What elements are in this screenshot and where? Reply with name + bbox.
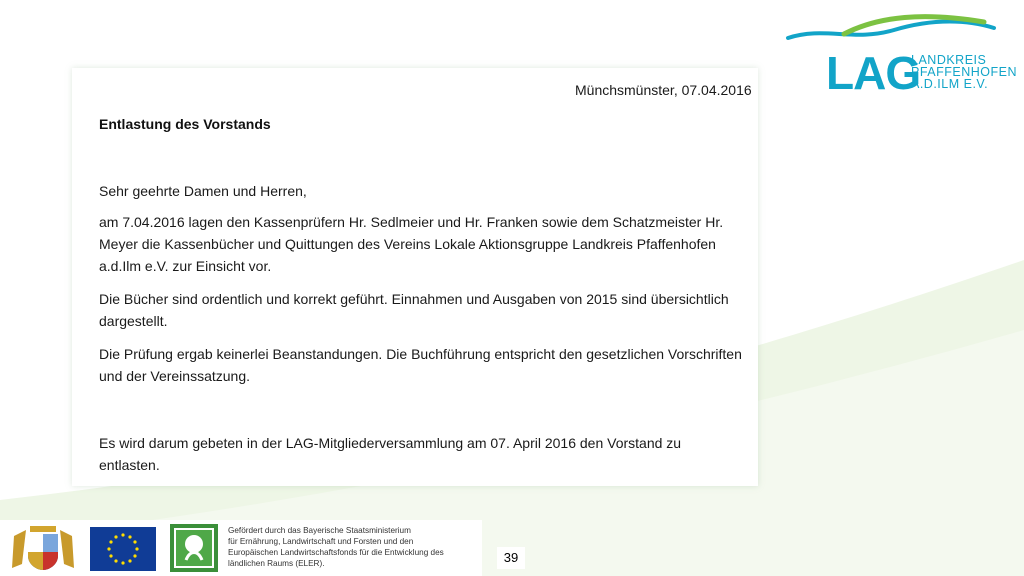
letter-page xyxy=(72,68,758,486)
eu-flag-icon xyxy=(90,527,156,571)
salutation: Sehr geehrte Damen und Herren, xyxy=(99,183,307,199)
letter-subject: Entlastung des Vorstands xyxy=(99,116,271,132)
lag-logo xyxy=(784,12,1018,102)
logo-line-1: LANDKREIS xyxy=(911,53,987,67)
page-number: 39 xyxy=(497,547,525,569)
place-date: Münchsmünster, 07.04.2016 xyxy=(575,82,752,98)
logo-line-2: PFAFFENHOFEN xyxy=(911,65,1018,79)
bavaria-coat-of-arms-icon xyxy=(6,524,80,572)
paragraph-2: Die Bücher sind ordentlich und korrekt geführt. Einnahmen und Ausgaben von 2015 sind übersichtlich dargestellt. xyxy=(99,291,729,329)
closing-paragraph: Es wird darum gebeten in der LAG-Mitgliederversammlung am 07. April 2016 den Vorstand zu entlasten. xyxy=(99,435,682,473)
letter-body xyxy=(99,180,744,487)
logo-line-3: A.D.ILM E.V. xyxy=(911,77,989,91)
funding-notice xyxy=(228,525,483,569)
leader-logo-icon xyxy=(170,524,218,572)
logo-name xyxy=(911,54,1017,90)
funding-line-1: Gefördert durch das Bayerische Staatsministerium xyxy=(228,526,411,535)
paragraph-3: Die Prüfung ergab keinerlei Beanstandungen. Die Buchführung entspricht den gesetzlichen Vorschriften und der Vereinssatzung. xyxy=(99,346,742,384)
logo-letters: LAG xyxy=(826,47,921,99)
funding-line-2: für Ernährung, Landwirtschaft und Forsten und den xyxy=(228,537,414,546)
paragraph-1: am 7.04.2016 lagen den Kassenprüfern Hr. Sedlmeier und Hr. Franken sowie dem Schatzmeister Hr. Meyer die Kassenbücher und Quittungen des Vereins Lokale Aktionsgruppe Landkreis Pfaffenhofen a.d.Ilm e.V. zur Einsicht vor. xyxy=(99,214,724,274)
funding-line-4: ländlichen Raums (ELER). xyxy=(228,559,325,568)
funding-line-3: Europäischen Landwirtschaftsfonds für die Entwicklung des xyxy=(228,548,444,557)
